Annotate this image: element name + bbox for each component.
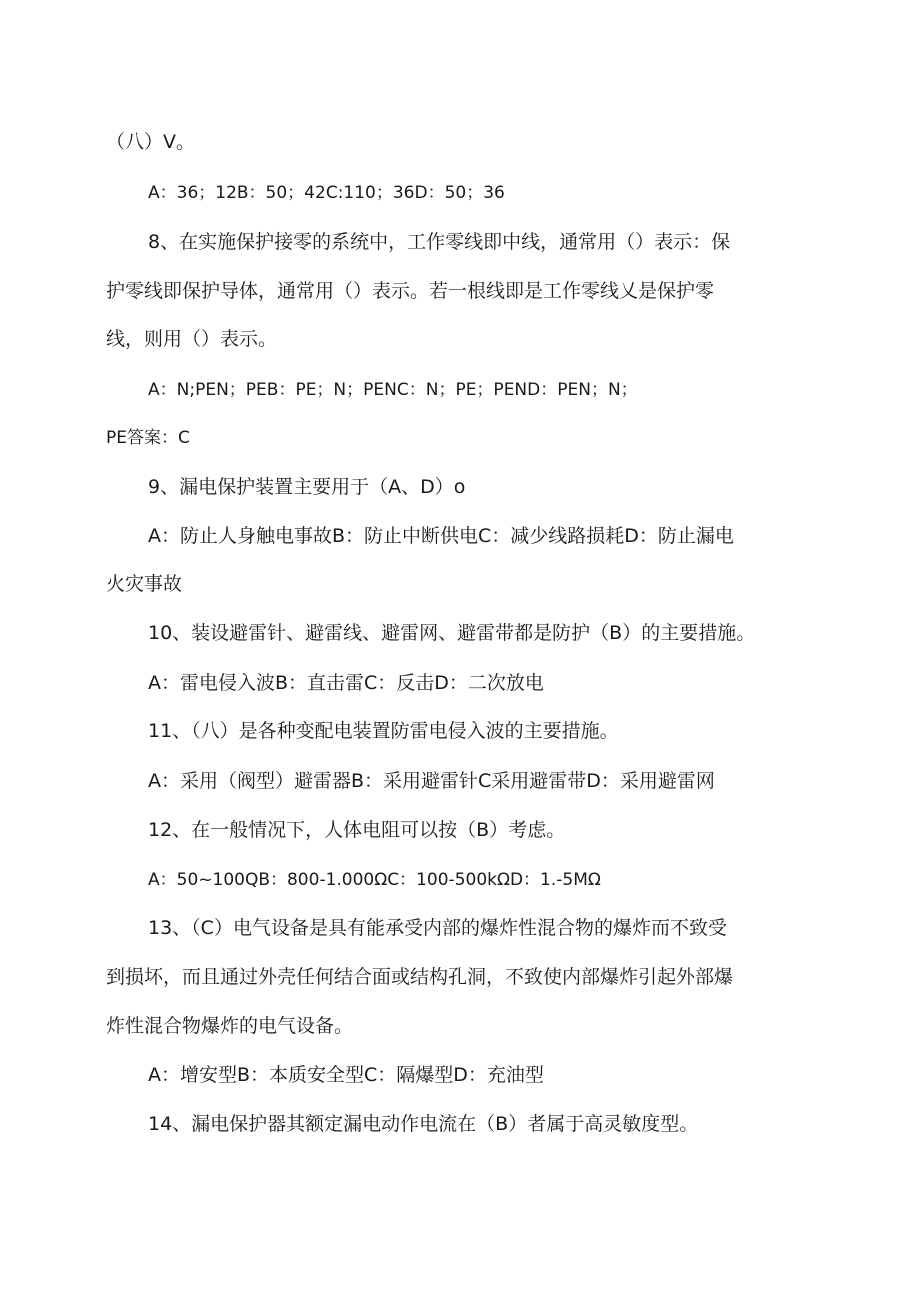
question-8-line-2: 护零线即保护导体，通常用（）表示。若一根线即是工作零线乂是保护零 xyxy=(106,280,715,302)
question-12: 12、在一般情况下，人体电阻可以按（B）考虑。 xyxy=(148,819,566,841)
question-10-options: A：雷电侵入波B：直击雷C：反击D：二次放电 xyxy=(148,672,544,694)
question-11-options: A：采用（阀型）避雷器B：采用避雷针C采用避雷带D：采用避雷网 xyxy=(148,770,715,792)
question-8-options: A：N;PEN；PEB：PE；N；PENC：N；PE；PEND：PEN；N； xyxy=(148,380,638,400)
question-7-continuation: （八）V。 xyxy=(106,131,195,153)
question-12-options: A：50~100QB：800-1.000ΩC：100-500kΩD：1.-5MΩ xyxy=(148,870,601,890)
question-13-line-2: 到损坏，而且通过外壳任何结合面或结构孔洞，不致使内部爆炸引起外部爆 xyxy=(106,966,734,988)
question-11: 11、（八）是各种变配电装置防雷电侵入波的主要措施。 xyxy=(148,720,619,742)
question-9-options-line-2: 火灾事故 xyxy=(106,573,183,595)
question-13-options: A：增安型B：本质安全型C：隔爆型D：充油型 xyxy=(148,1064,544,1086)
question-13-line-1: 13、（C）电气设备是具有能承受内部的爆炸性混合物的爆炸而不致受 xyxy=(148,917,727,939)
question-8-line-1: 8、在实施保护接零的系统中，工作零线即中线，通常用（）表示：保 xyxy=(148,231,731,253)
question-13-line-3: 炸性混合物爆炸的电气设备。 xyxy=(106,1015,354,1037)
question-8-answer: PE答案：C xyxy=(106,428,190,448)
question-9: 9、漏电保护装置主要用于（A、D）o xyxy=(148,476,466,498)
question-7-options: A：36；12B：50；42C:110；36D：50；36 xyxy=(148,183,505,203)
question-14: 14、漏电保护器其额定漏电动作电流在（B）者属于高灵敏度型。 xyxy=(148,1113,699,1135)
question-10: 10、装设避雷针、避雷线、避雷网、避雷带都是防护（B）的主要措施。 xyxy=(148,622,756,644)
question-9-options-line-1: A：防止人身触电事故B：防止中断供电C：减少线路损耗D：防止漏电 xyxy=(148,525,734,547)
question-8-line-3: 线，则用（）表示。 xyxy=(106,328,278,350)
